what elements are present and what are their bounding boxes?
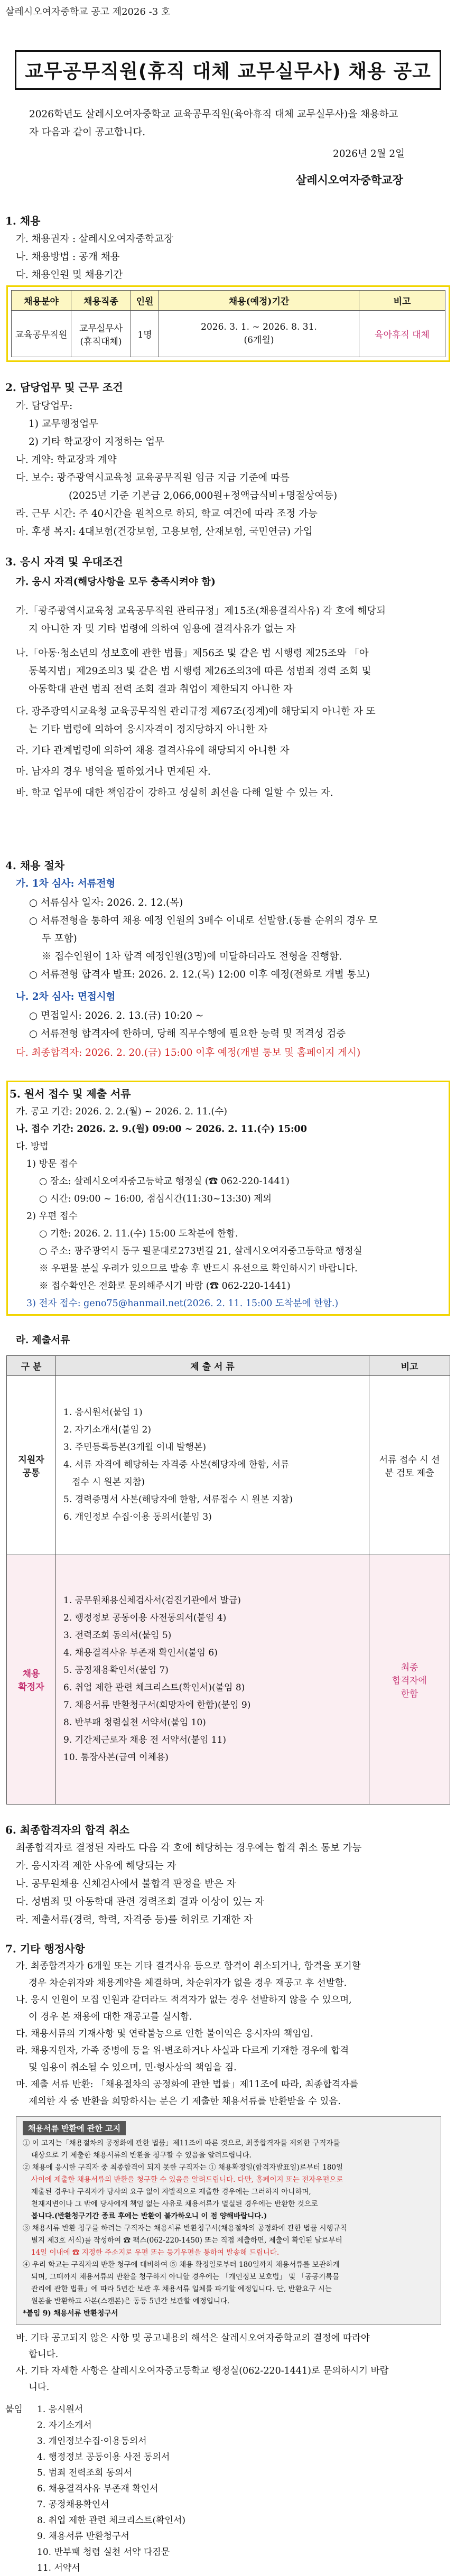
table-header: 채용(예정)기간 <box>159 291 359 311</box>
table-cell: 최종 합격자에 한함 <box>369 1555 450 1804</box>
section-items <box>16 1103 444 1313</box>
email-submission[interactable]: 3) 전자 접수: geno75@hanmail.net(2026. 2. 11. 15:00 도착분에 한함.) <box>26 1298 339 1309</box>
table-header: 채용분야 <box>12 291 71 311</box>
list-item: 9. 기간제근로자 채용 전 서약서(붙임 11) <box>63 1735 227 1746</box>
notice-line: 사이에 제출한 채용서류의 반환을 청구할 수 있음을 알려드립니다. 다만, 홈페이지 또는 전자우편으로 <box>31 2175 343 2184</box>
item-text: 다. 성범죄 및 아동학대 관련 경력조회 결과 이상이 있는 자 <box>16 1896 264 1908</box>
section-title: 3. 응시 자격 및 우대조건 <box>5 555 123 568</box>
table-cell <box>56 1376 369 1555</box>
item-text: 라. 채용지원자, 가족 중병에 등을 위·변조하거나 사실과 다르게 기재한 경우에 합격 <box>16 2045 349 2056</box>
table-cell: 2026. 3. 1. ~ 2026. 8. 31. (6개월) <box>159 311 359 357</box>
item-text: 가. 채용권자 : 살레시오여자중학교장 <box>16 234 173 245</box>
step-items <box>29 894 446 984</box>
item-text: 다. 채용인원 및 채용기간 <box>16 269 123 281</box>
item-text: 가. 응시자격 제한 사유에 해당되는 자 <box>16 1861 176 1872</box>
item-text: 마. 남자의 경우 병역을 필하였거나 면제된 자. <box>16 766 211 777</box>
item-text: 나. 접수 기간: 2026. 2. 9.(월) 09:00 ~ 2026. 2. 11.(수) 15:00 <box>16 1124 307 1134</box>
list-item: 1. 공무원채용신체검사서(검진기관에서 발급) <box>63 1595 241 1606</box>
list-item: 5. 경력증명서 사본(해당자에 한함, 서류접수 시 원본 지참) <box>63 1494 293 1505</box>
table-header: 구 분 <box>7 1356 56 1376</box>
document-return-notice <box>16 2116 441 2325</box>
step-items <box>29 1007 446 1043</box>
attachment-item: 5. 범죄 전력조회 동의서 <box>37 2468 133 2478</box>
announcement-number: 살레시오여자중학교 공고 제2026 -3 호 <box>5 6 171 17</box>
section-title: 4. 채용 절차 <box>5 859 65 872</box>
notice-line: 14일 이내에 ☎ 지정한 주소지로 우편 또는 등기우편을 통하여 발송해 드립니다. <box>31 2248 280 2257</box>
item-text: 나. 공무원채용 신체검사에서 불합격 판정을 받은 자 <box>16 1878 236 1890</box>
item-text: 동복지법」제29조의3 및 같은 법 시행령 제26조의3에 따른 성범죄 경력 조회 및 <box>29 666 371 677</box>
item-text: 가.「광주광역시교육청 교육공무직원 관리규정」제15조(채용결격사유) 각 호에 해당되 <box>16 606 386 617</box>
table-header: 비고 <box>369 1356 450 1376</box>
item-text: 다. 채용서류의 기재사항 및 연락불능으로 인한 불이익은 응시자의 책임임. <box>16 2029 313 2039</box>
notice-line: 대상으로 기 제출한 채용서류의 반환을 청구할 수 있음을 알려드립니다. <box>31 2151 252 2160</box>
item-text: 제외한 자 중 반환을 희망하시는 분은 기 제출한 채용서류를 반환받을 수 있음. <box>29 2096 341 2107</box>
list-item: 8. 반부패 청렴실천 서약서(붙임 10) <box>63 1717 206 1728</box>
item-text: ○ 서류전형을 통하여 채용 예정 인원의 3배수 이내로 선발함.(동률 순위의 경우 모 <box>29 915 378 926</box>
table-header: 채용직종 <box>71 291 131 311</box>
item-text: 바. 학교 업무에 대한 책임감이 강하고 성실히 최선을 다해 일할 수 있는 자. <box>16 787 333 798</box>
section-title: 1. 채용 <box>5 215 41 227</box>
item-text: ○ 서류심사 일자: 2026. 2. 12.(목) <box>29 897 183 908</box>
attachment-item: 8. 취업 제한 관련 체크리스트(확인서) <box>37 2515 186 2526</box>
list-item: 3. 주민등록등본(3개월 이내 발행본) <box>63 1442 206 1453</box>
section-title: 7. 기타 행정사항 <box>5 1942 85 1955</box>
table-cell <box>56 1555 369 1804</box>
item-text: 최종합격자로 결정된 자라도 다음 각 호에 해당하는 경우에는 합격 취소 통보 가능 <box>16 1843 362 1854</box>
item-text: 2) 기타 학교장이 지정하는 업무 <box>29 436 164 448</box>
list-item: 2. 행정정보 공동이용 사전동의서(붙임 4) <box>63 1613 227 1624</box>
notice-line: 별지 제3호 서식)를 작성하여 ☎ 팩스(062-220-1450) 또는 직접 제출하면, 제출이 확인된 날로부터 <box>31 2236 342 2245</box>
issue-date: 2026년 2월 2일 <box>333 148 405 160</box>
notice-line: ② 채용에 응시한 구직자 중 최종합격이 되지 못한 구직자는 ① 채용확정일(합격자발표일)로부터 180일 <box>23 2163 343 2172</box>
final-announcement: 다. 최종합격자: 2026. 2. 20.(금) 15:00 이후 예정(개별 통보 및 홈페이지 게시) <box>16 1047 361 1058</box>
tail-items <box>16 2330 446 2396</box>
table-cell: 채용 확정자 <box>7 1555 56 1804</box>
table-cell: 지원자 공통 <box>7 1376 56 1555</box>
notice-items <box>23 2137 434 2320</box>
notice-line: 되며, 그때까지 채용서류의 반환을 청구하지 아니할 경우에는 「개인정보 보호법」 및 「공공기록물 <box>31 2273 340 2281</box>
item-text: 사. 기타 자세한 사항은 살레시오여자중고등학교 행정실(062-220-1441)로 문의하시기 바랍 <box>16 2366 389 2376</box>
principal-name: 살레시오여자중학교장 <box>296 173 403 187</box>
item-text: 라. 근무 시간: 주 40시간을 원칙으로 하되, 학교 여건에 따라 조정 가능 <box>16 508 318 519</box>
section-items <box>16 230 173 284</box>
list-item: 4. 채용결격사유 부존재 확인서(붙임 6) <box>63 1648 218 1659</box>
item-text: ※ 접수확인은 전화로 문의해주시기 바람 (☎ 062-220-1441) <box>39 1281 291 1291</box>
item-text: ※ 우편물 분실 우려가 있으므로 발송 후 반드시 유선으로 확인하시기 바랍니다. <box>39 1263 358 1274</box>
item-text: 다. 방법 <box>16 1141 49 1152</box>
item-text: ○ 장소: 살레시오여자중고등학교 행정실 (☎ 062-220-1441) <box>39 1176 290 1187</box>
item-text: 다. 보수: 광주광역시교육청 교육공무직원 임금 지급 기준에 따름 <box>16 472 290 483</box>
item-text: ○ 기한: 2026. 2. 11.(수) 15:00 도착분에 한함. <box>39 1229 238 1239</box>
section-title: 6. 최종합격자의 합격 취소 <box>5 1824 129 1836</box>
section-items <box>16 1958 446 2110</box>
item-text: 나. 계약: 학교장과 계약 <box>16 454 117 466</box>
item-text: 가. 담당업무: <box>16 401 73 412</box>
attachment-item: 6. 채용결격사유 부존재 확인서 <box>37 2484 159 2494</box>
item-text: 다. 광주광역시교육청 교육공무직원 관리규정 제67조(징계)에 해당되지 아니한 자 또 <box>16 706 376 717</box>
list-item: 10. 통장사본(급여 이체용) <box>63 1752 169 1763</box>
item-text: (2025년 기준 기본급 2,066,000원+정액급식비+명절상여등) <box>69 490 338 501</box>
attachment-item: 9. 채용서류 반환청구서 <box>37 2531 129 2542</box>
attachment-item: 2. 자기소개서 <box>37 2420 92 2431</box>
section-title: 2. 담당업무 및 근무 조건 <box>5 381 123 394</box>
item-text: 나. 채용방법 : 공개 채용 <box>16 252 120 263</box>
item-text: 라. 기타 관계법령에 의하여 채용 결격사유에 해당되지 아니한 자 <box>16 745 290 756</box>
subsection-title: 가. 응시 자격(해당사항을 모두 충족시켜야 함) <box>16 576 216 588</box>
list-item: 6. 개인정보 수집·이용 동의서(붙임 3) <box>63 1512 212 1523</box>
recruitment-table <box>11 290 445 357</box>
item-text: 나. 응시 인원이 모집 인원과 같더라도 적격자가 없는 경우 선발하지 않을 수 있으며, <box>16 1995 352 2005</box>
section-items <box>16 1839 444 1929</box>
item-text: 합니다. <box>29 2349 59 2360</box>
attachment-item: 1. 응시원서 <box>37 2404 83 2415</box>
documents-table <box>6 1355 450 1805</box>
section-items <box>16 397 337 541</box>
document-title: 교무공무직원(휴직 대체 교무실무사) 채용 공고 <box>15 50 441 90</box>
item-text: ○ 서류전형 합격자 발표: 2026. 2. 12.(목) 12:00 이후 예정(전화로 개별 통보) <box>29 969 370 980</box>
notice-line: *붙임 9) 채용서류 반환청구서 <box>23 2309 118 2318</box>
notice-line: 제출된 경우나 구직자가 당사의 요구 없이 자발적으로 제출한 경우에는 그러하지 아니하며, <box>31 2188 311 2196</box>
notice-line: 천재지변이나 그 밖에 당사에게 책임 없는 사유로 채용서류가 멸실된 경우에는 반환한 것으로 <box>31 2200 318 2208</box>
attachment-item: 10. 반부패 청렴 실천 서약 다짐문 <box>37 2547 170 2558</box>
item-text: 지 아니한 자 및 기타 법령에 의하여 임용에 결격사유가 없는 자 <box>29 624 296 635</box>
section-title: 5. 원서 접수 및 제출 서류 <box>10 1087 131 1100</box>
list-item: 접수 시 원본 지참) <box>63 1477 145 1488</box>
intro-line: 자 다음과 같이 공고합니다. <box>29 127 146 138</box>
attachment-item: 4. 행정정보 공동이용 사전 동의서 <box>37 2452 170 2462</box>
step-title: 나. 2차 심사: 면접시험 <box>16 991 116 1002</box>
item-text: 가. 공고 기간: 2026. 2. 2.(월) ~ 2026. 2. 11.(수) <box>16 1106 227 1117</box>
item-text: 1) 교무행정업무 <box>29 419 99 430</box>
list-item: 3. 전력조회 동의서(붙임 5) <box>63 1630 172 1641</box>
list-item: 2. 자기소개서(붙임 2) <box>63 1425 152 1436</box>
list-item: 4. 서류 자격에 해당하는 자격증 사본(해당자에 한함, 서류 <box>63 1459 290 1471</box>
item-text: 1) 방문 접수 <box>26 1159 78 1169</box>
table-cell: 교무실무사 (휴직대체) <box>71 311 131 357</box>
list-item: 1. 응시원서(붙임 1) <box>63 1407 143 1418</box>
table-cell: 서류 접수 시 선 분 검토 제출 <box>369 1376 450 1555</box>
item-text: 가. 최종합격자가 6개월 또는 기타 결격사유 등으로 합격이 취소되거나, 합격을 포기할 <box>16 1961 361 1971</box>
notice-line: ④ 우리 학교는 구직자의 반환 청구에 대비하여 ⑤ 채용 확정일로부터 180일까지 채용서류를 보관하게 <box>23 2261 340 2269</box>
item-text: 는 기타 법령에 의하여 응시자격이 정지당하지 아니한 자 <box>29 724 268 735</box>
list-item: 6. 취업 제한 관련 체크리스트(확인서)(붙임 8) <box>63 1682 245 1694</box>
table-header: 제 출 서 류 <box>56 1356 369 1376</box>
notice-line: 봅니다.(반환청구기간 종료 후에는 반환이 불가하오니 이 점 양해바랍니다.) <box>31 2212 267 2220</box>
notice-line: 원본을 반환하고 사본(스캔본)은 동등 5년간 보관할 예정입니다. <box>31 2297 230 2305</box>
attachment-item: 11. 서약서 <box>37 2563 80 2573</box>
item-text: ○ 주소: 광주광역시 동구 필문대로273번길 21, 살레시오여자중고등학교 행정실 <box>39 1246 362 1257</box>
attachments-list <box>37 2402 439 2576</box>
attachment-item: 7. 공정채용확인서 <box>37 2499 109 2510</box>
item-text: 니다. <box>29 2382 50 2393</box>
item-text: ※ 접수인원이 1차 합격 예정인원(3명)에 미달하더라도 전형을 진행함. <box>42 951 342 962</box>
step-title: 가. 1차 심사: 서류전형 <box>16 878 116 889</box>
notice-line: ① 이 고지는「채용절차의 공정화에 관한 법률」제11조에 따른 것으로, 최종합격자를 제외한 구직자를 <box>23 2139 340 2147</box>
item-text: ○ 서류전형 합격자에 한하며, 당해 직무수행에 필요한 능력 및 적격성 검증 <box>29 1028 346 1039</box>
item-text: 라. 제출서류(경력, 학력, 자격증 등)를 허위로 기재한 자 <box>16 1914 253 1926</box>
notice-line: ③ 채용서류 반환 청구를 하려는 구직자는 채용서류 반환청구서(채용절차의 공정화에 관한 법률 시행규칙 <box>23 2224 347 2233</box>
table-header: 비고 <box>359 291 445 311</box>
table-header: 인원 <box>131 291 159 311</box>
item-text: 바. 기타 공고되지 않은 사항 및 공고내용의 해석은 살레시오여자중학교의 결정에 따라야 <box>16 2333 370 2343</box>
item-text: 이 경우 본 채용에 대한 재공고를 실시함. <box>29 2012 192 2022</box>
item-text: 2) 우편 접수 <box>26 1211 78 1222</box>
notice-line: 관리에 관한 법률」에 따라 5년간 보관 후 채용서류 일체를 파기할 예정입니다. 단, 반환요구 시는 <box>31 2285 332 2293</box>
item-text: 나.「아동·청소년의 성보호에 관한 법률」제56조 및 같은 법 시행령 제25조와 「아 <box>16 648 369 659</box>
item-text: 마. 제출 서류 반환: 「채용절차의 공정화에 관한 법률」제11조에 따라, 최종합격자를 <box>16 2079 359 2090</box>
item-text: 마. 후생 복지: 4대보험(건강보험, 고용보험, 산재보험, 국민연금) 가입 <box>16 526 313 537</box>
list-item: 7. 채용서류 반환청구서(희망자에 한함)(붙임 9) <box>63 1700 251 1711</box>
item-text: 경우 차순위자와 채용계약을 체결하며, 차순위자가 없을 경우 재공고 후 선발함. <box>29 1978 347 1988</box>
item-text: 아동학대 관련 범죄 전력 조회 결과 취업이 제한되지 아니한 자 <box>29 684 293 695</box>
recruitment-table-frame <box>6 285 450 362</box>
notice-heading: 채용서류 반환에 관한 고지 <box>23 2121 126 2135</box>
item-text: ○ 면접일시: 2026. 2. 13.(금) 10:20 ~ <box>29 1010 204 1021</box>
list-item: 5. 공정채용확인서(붙임 7) <box>63 1665 169 1676</box>
attachments-label: 붙임 <box>5 2404 23 2415</box>
attachment-item: 3. 개인정보수집·이용동의서 <box>37 2436 147 2447</box>
item-text: 및 임용이 취소될 수 있으며, 민·형사상의 책임을 짐. <box>29 2062 237 2073</box>
intro <box>29 106 441 142</box>
subsection-title: 라. 제출서류 <box>16 1335 70 1346</box>
item-text: 두 포함) <box>42 933 77 944</box>
section-items <box>16 602 444 802</box>
item-text: ○ 시간: 09:00 ~ 16:00, 점심시간(11:30~13:30) 제외 <box>39 1194 272 1204</box>
table-cell: 1명 <box>131 311 159 357</box>
intro-line: 2026학년도 살레시오여자중학교 교육공무직원(육아휴직 대체 교무실무사)을 채용하고 <box>29 109 398 120</box>
table-cell: 육아휴직 대체 <box>359 311 445 357</box>
table-cell: 교육공무직원 <box>12 311 71 357</box>
